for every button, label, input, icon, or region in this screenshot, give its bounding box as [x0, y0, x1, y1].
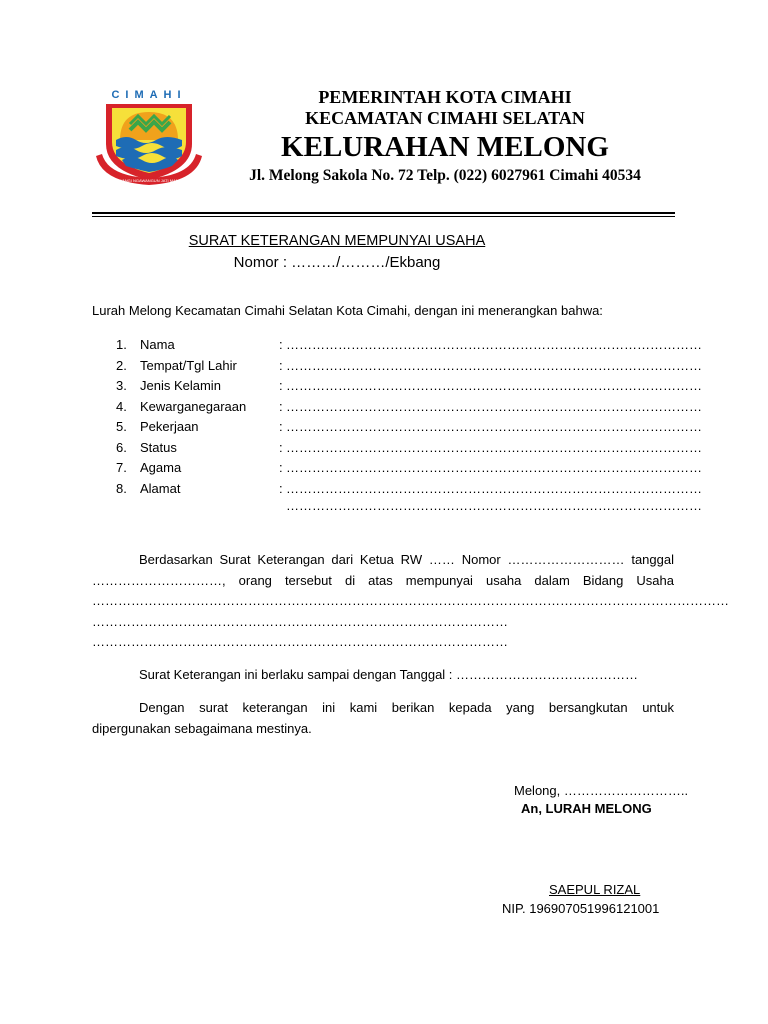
field-row-agama — [116, 458, 702, 479]
field-colon: : — [279, 439, 283, 455]
paragraph-line: Berdasarkan Surat Keterangan dari Ketua RW …… Nomor ……………………… tanggal — [139, 552, 674, 567]
field-colon: : — [279, 378, 283, 393]
signatory-name: SAEPUL RIZAL — [549, 882, 641, 897]
field-number: 6. — [116, 439, 127, 455]
field-number: 3. — [116, 378, 127, 393]
document-title: SURAT KETERANGAN MEMPUNYAI USAHA — [188, 233, 486, 249]
field-number: 1. — [116, 337, 127, 352]
field-blank[interactable]: …………………………………………………………………………………… — [286, 439, 702, 455]
field-label: Status — [140, 439, 177, 455]
business-field-blank[interactable]: …………………………………………………………………………………… — [92, 613, 508, 629]
paragraph-line: Dengan surat keterangan ini kami berikan kepada yang bersangkutan untuk — [139, 700, 674, 715]
letterhead — [222, 86, 668, 186]
field-colon: : — [279, 398, 283, 414]
letterhead-village: KELURAHAN MELONG — [281, 131, 609, 163]
signature-role: An, LURAH MELONG — [521, 801, 652, 816]
field-colon: : — [279, 419, 283, 434]
field-row-alamat — [116, 479, 702, 500]
field-blank[interactable]: …………………………………………………………………………………… — [286, 357, 702, 373]
field-blank[interactable]: …………………………………………………………………………………… — [286, 378, 702, 393]
field-number: 5. — [116, 419, 127, 434]
signatory-nip: NIP. 196907051996121001 — [502, 901, 660, 916]
field-label: Tempat/Tgl Lahir — [140, 357, 237, 373]
letterhead-divider-thin — [92, 216, 675, 217]
identity-field-list — [116, 335, 702, 499]
letterhead-district: KECAMATAN CIMAHI SELATAN — [305, 108, 585, 128]
field-label: Pekerjaan — [140, 419, 199, 434]
field-row-pekerjaan — [116, 417, 702, 438]
address-continuation-blank[interactable]: …………………………………………………………………………………… — [286, 498, 702, 513]
field-row-tempat-tgl-lahir — [116, 356, 702, 377]
paragraph-line: dipergunakan sebagaimana mestinya. — [92, 720, 312, 736]
validity-paragraph — [92, 665, 674, 686]
field-label: Jenis Kelamin — [140, 378, 221, 393]
closing-paragraph — [92, 698, 674, 739]
paragraph-line: Surat Keterangan ini berlaku sampai dengan Tanggal : …………………………………… — [139, 667, 639, 682]
field-row-nama — [116, 335, 702, 356]
field-number: 4. — [116, 398, 127, 414]
field-label: Alamat — [140, 480, 181, 496]
letterhead-government: PEMERINTAH KOTA CIMAHI — [318, 87, 572, 107]
letterhead-divider-thick — [92, 212, 675, 214]
paragraph-line: …………………………, orang tersebut di atas mempunyai usaha dalam Bidang Usaha — [92, 572, 674, 588]
field-number: 7. — [116, 460, 127, 475]
emblem-motto-text: SILIWANGI NGAWANGUN JATI MANDIRI — [111, 178, 187, 183]
field-blank[interactable]: …………………………………………………………………………………… — [286, 460, 702, 475]
field-blank[interactable]: …………………………………………………………………………………… — [286, 398, 702, 414]
letterhead-address: Jl. Melong Sakola No. 72 Telp. (022) 6027961 Cimahi 40534 — [249, 167, 641, 184]
field-blank[interactable]: …………………………………………………………………………………… — [286, 480, 702, 496]
field-colon: : — [279, 357, 283, 373]
field-label: Kewarganegaraan — [140, 398, 247, 414]
field-colon: : — [279, 480, 283, 496]
business-field-blank[interactable]: …………………………………………………………………………………… — [92, 634, 508, 649]
cimahi-city-emblem — [92, 86, 206, 186]
signature-place-date: Melong, ……………………….. — [514, 783, 689, 798]
field-blank[interactable]: …………………………………………………………………………………… — [286, 419, 702, 434]
field-number: 2. — [116, 357, 127, 373]
field-blank[interactable]: …………………………………………………………………………………… — [286, 337, 702, 352]
field-row-jenis-kelamin — [116, 376, 702, 397]
document-number: Nomor : ………/………/Ekbang — [233, 254, 441, 271]
field-row-kewarganegaraan — [116, 397, 702, 418]
business-field-blank[interactable]: ………………………………………………………………………………………………………………………………… — [92, 593, 729, 608]
intro-statement: Lurah Melong Kecamatan Cimahi Selatan Kota Cimahi, dengan ini menerangkan bahwa: — [92, 303, 603, 318]
field-row-status — [116, 438, 702, 459]
field-colon: : — [279, 460, 283, 475]
field-label: Nama — [140, 337, 175, 352]
field-number: 8. — [116, 480, 127, 496]
emblem-city-text: CIMAHI — [111, 89, 187, 101]
field-label: Agama — [140, 460, 182, 475]
field-colon: : — [279, 337, 283, 352]
business-statement-paragraph — [92, 550, 729, 653]
